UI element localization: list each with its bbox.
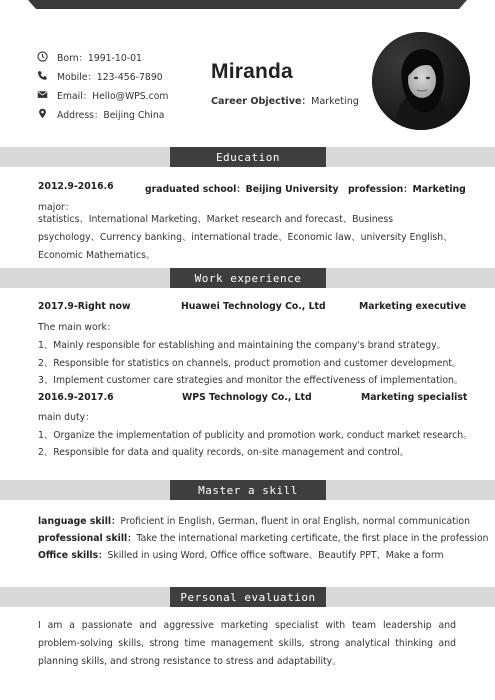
contact-born [36, 47, 168, 66]
skill-value: Proficient in English, German, fluent in oral English, normal communication [120, 516, 471, 527]
job-2-duty-label: main duty： [38, 412, 95, 423]
contact-address [36, 104, 168, 123]
education-courses: statistics、International Marketing、Market research and forecast、Business psychology、Currency banking、international trade、Economic law、university English、Economic Mathematics。 [38, 214, 453, 261]
career-objective [211, 93, 359, 107]
mail-icon [36, 89, 48, 101]
clock-icon [36, 51, 48, 63]
work-title: Work experience [170, 268, 326, 288]
contact-mobile [36, 66, 168, 85]
evaluation-section-header [0, 587, 495, 607]
born-text: Born：1991-10-01 [57, 52, 142, 64]
education-profession: profession：Marketing [348, 184, 466, 195]
education-school: graduated school：Beijing University [145, 184, 339, 195]
top-decor-bar [28, 0, 467, 9]
job-1-duty: 2、Responsible for statistics on channels, product promotion and customer development。 [38, 358, 462, 369]
skill-professional [38, 530, 489, 544]
job-1-role: Marketing executive [359, 301, 467, 312]
contact-email [36, 85, 168, 104]
phone-icon [36, 70, 48, 82]
job-1-date: 2017.9-Right now [38, 301, 131, 312]
education-title: Education [170, 147, 326, 167]
job-2-company: WPS Technology Co., Ltd [182, 392, 312, 403]
skill-title: Master a skill [170, 480, 326, 500]
job-1-company: Huawei Technology Co., Ltd [181, 301, 326, 312]
job-2-role: Marketing specialist [361, 392, 468, 403]
skill-label: Office skills： [38, 550, 108, 561]
skill-label: language skill： [38, 516, 121, 527]
skill-language [38, 513, 470, 527]
email-text: Email：Hello@WPS.com [57, 90, 169, 102]
profile-photo [372, 32, 470, 130]
evaluation-title: Personal evaluation [170, 587, 326, 607]
job-2-duty: 2、Responsible for data and quality records, on-site management and control。 [38, 447, 410, 458]
evaluation-text: I am a passionate and aggressive marketing specialist with team leadership and problem-solving skills, strong time management skills, strong analytical thinking and planning skills, and strong resistance to stress and adaptability。 [38, 620, 456, 667]
job-1-duty: 1、Mainly responsible for establishing and maintaining the company's brand strategy。 [38, 340, 446, 351]
education-date: 2012.9-2016.6 [38, 181, 114, 192]
contact-info [36, 47, 168, 123]
job-1-duty: 3、Implement customer care strategies and monitor the effectiveness of implementation。 [38, 375, 464, 386]
education-major-label: major： [38, 202, 75, 213]
candidate-name: Miranda [211, 60, 293, 83]
skill-office [38, 547, 444, 561]
mobile-text: Mobile：123-456-7890 [57, 71, 163, 83]
objective-label: Career Objective： [211, 96, 312, 107]
location-pin-icon [36, 108, 48, 120]
skill-value: Take the international marketing certificate, the first place in the profession [136, 533, 489, 544]
skill-label: professional skill： [38, 533, 137, 544]
education-section-header [0, 147, 495, 167]
work-section-header [0, 268, 495, 288]
job-2-duty: 1、Organize the implementation of publicity and promotion work, conduct market research。 [38, 430, 473, 441]
job-1-duty-label: The main work： [38, 322, 117, 333]
skill-value: Skilled in using Word, Office office software、Beautify PPT、Make a form [107, 550, 444, 561]
objective-value: Marketing [311, 96, 359, 107]
skill-section-header [0, 480, 495, 500]
address-text: Address：Beijing China [57, 109, 165, 121]
job-2-date: 2016.9-2017.6 [38, 392, 114, 403]
